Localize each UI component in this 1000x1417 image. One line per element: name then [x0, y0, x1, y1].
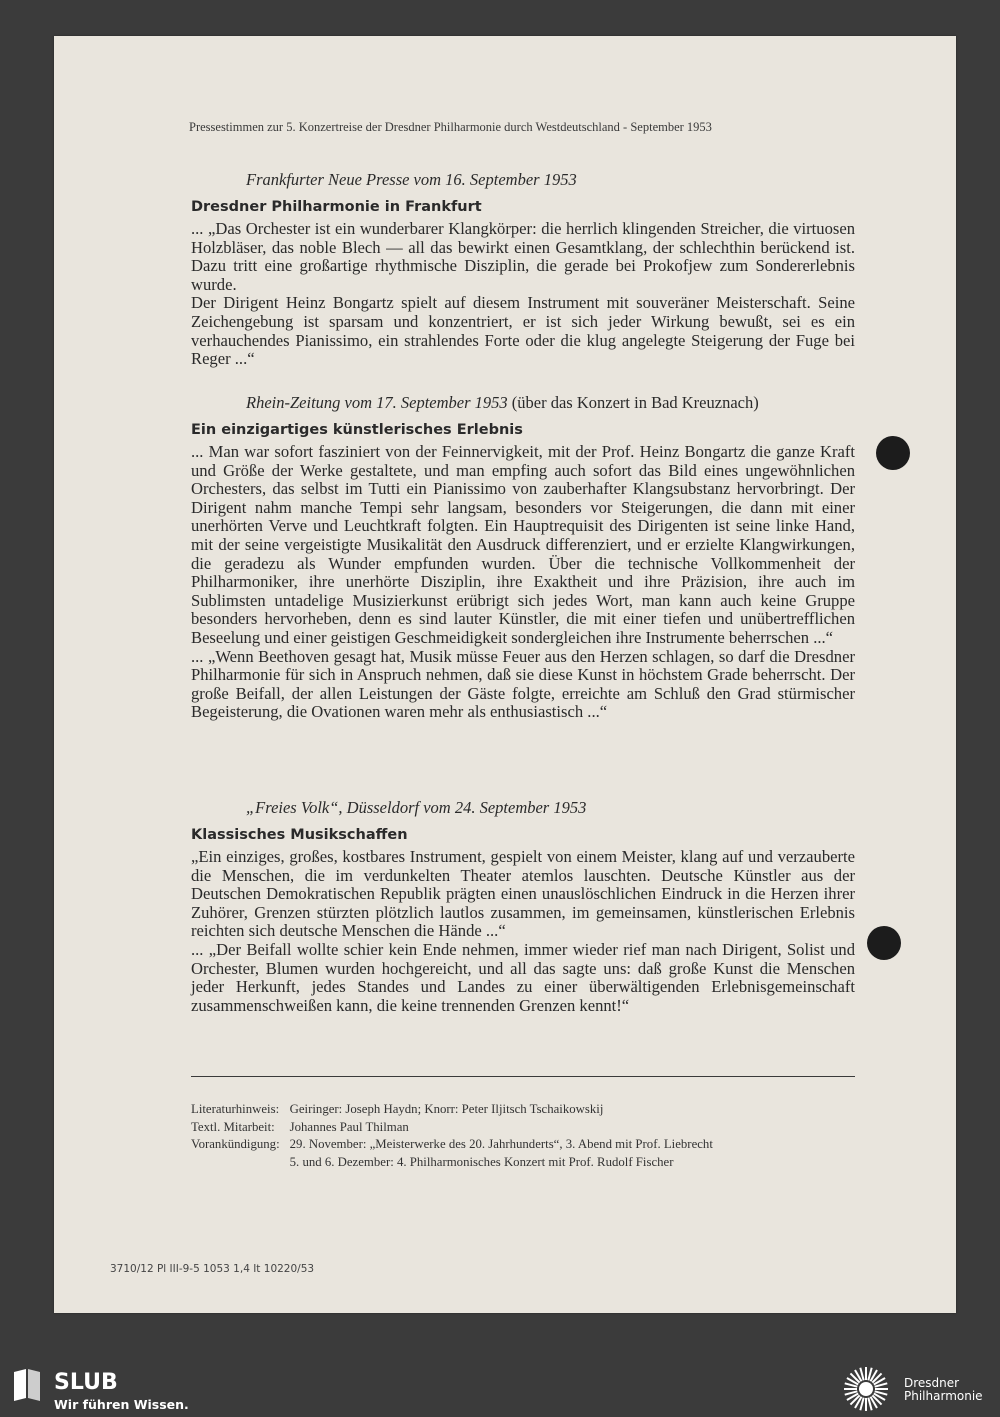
article-paragraph: ... „Der Beifall wollte schier kein Ende nehmen, immer wieder rief man nach Dirigent, Solist und Orchester, Blumen wurden hochgereicht, und all das sagte uns: daß große Kunst die Menschen jeder Herkunft, jedes Standes und Landes zu einer überwältigenden Erlebnisgemeinschaft zusammenschweißen kann, die keine trennenden Grenzen kennt!“	[191, 939, 855, 1015]
reference-label: Textl. Mitarbeit:	[191, 1119, 275, 1134]
punch-hole	[876, 436, 910, 470]
article-paragraph: ... „Wenn Beethoven gesagt hat, Musik müsse Feuer aus den Herzen schlagen, so darf die Dresdner Philharmonie für sich in Anspruch nehmen, daß sie diese Kunst in höchstem Grade beherrscht. Der große Beifall, der allen Leistungen der Gäste folgte, erreichte am Schluß den Grad stürmischer Begeisterung, die Ovationen waren mehr als enthusiastisch ...“	[191, 646, 855, 722]
article-body	[191, 443, 855, 722]
references-block	[191, 1101, 713, 1171]
article-headline: Ein einzigartiges künstlerisches Erlebnis	[191, 422, 523, 438]
document-page	[54, 36, 956, 1313]
article-paragraph: Der Dirigent Heinz Bongartz spielt auf diesem Instrument mit souveräner Meisterschaft. Seine Zeichengebung ist sparsam und konzentriert, er ist sich jeder Wirkung bewußt, sei es ein verhauchendes Pianissimo, ein strahlendes Forte oder die klug angelegte Steigerung der Fuge bei Reger ...“	[191, 293, 855, 369]
article-source	[246, 798, 586, 818]
reference-row	[191, 1154, 713, 1172]
article-body	[191, 220, 855, 369]
reference-row	[191, 1136, 713, 1154]
article-paragraph: ... Man war sofort fasziniert von der Feinnervigkeit, mit der Prof. Heinz Bongartz die ganze Kraft und Größe der Werke gestaltete, und man empfing auch sofort das Bild eines ungewöhnlichen Orchesters, das selbst im Tutti ein Pianissimo von zauberhafter Klangsubstanz hervorbringt. Der Dirigent nahm manche Tempi sehr langsam, besonders vor Steigerungen, die dann mit einer unerhörten Verve und Leuchtkraft folgten. Ein Hauptrequisit des Dirigenten ist seine linke Hand, mit der seine vergeistigte Musikalität den Ausdruck differenziert, und er erzielte Klangwirkungen, die geradezu als Wunder empfunden wurden. Über die technische Vollkommenheit der Philharmoniker, ihre unerhörte Disziplin, ihre Exaktheit und ihre Präzision, ihre auch im Sublimsten untadelige Musizierkunst erübrigt sich jedes Wort, man kann auch keine Gruppe besonders hervorheben, denn es sind lauter Künstler, die mit einer tiefen und unübertrefflichen Beseelung und einer geistigen Geschmeidigkeit sondergleichen ihre Instrumente beherrschen ...“	[191, 442, 855, 647]
philharmonie-brand	[904, 1377, 994, 1403]
article-headline: Dresdner Philharmonie in Frankfurt	[191, 199, 482, 215]
punch-hole	[867, 926, 901, 960]
article-body	[191, 848, 855, 1015]
reference-value: 29. November: „Meisterwerke des 20. Jahrhunderts“, 3. Abend mit Prof. Liebrecht	[289, 1137, 713, 1151]
article-source-title: „Freies Volk“, Düsseldorf vom 24. September 1953	[246, 798, 587, 817]
book-icon	[12, 1368, 42, 1406]
article-source-title: Frankfurter Neue Presse vom 16. September 1953	[246, 170, 577, 189]
slub-tagline: Wir führen Wissen.	[54, 1397, 189, 1412]
reference-value: Johannes Paul Thilman	[289, 1119, 409, 1134]
reference-label: Literaturhinweis:	[191, 1102, 280, 1116]
reference-value: Geiringer: Joseph Haydn; Knorr: Peter Iljitsch Tschaikowskij	[289, 1102, 604, 1116]
article-source	[246, 170, 577, 190]
article-headline: Klassisches Musikschaffen	[191, 827, 408, 843]
sunburst-icon	[842, 1365, 890, 1417]
philharmonie-brand-line: Dresdner	[904, 1376, 960, 1390]
document-header: Pressestimmen zur 5. Konzertreise der Dresdner Philharmonie durch Westdeutschland - September 1953	[189, 120, 712, 134]
philharmonie-brand-line: Philharmonie	[904, 1389, 983, 1403]
slub-brand: SLUB	[54, 1370, 118, 1395]
footer-bar	[0, 1362, 1000, 1414]
article-paragraph: „Ein einziges, großes, kostbares Instrument, gespielt von einem Meister, klang auf und verzauberte die Menschen, die im verdunkelten Theater atemlos lauschten. Deutsche Künstler aus der Deutschen Demokratischen Republik prägten einen unauslöschlichen Eindruck in die Herzen ihrer Zuhörer, Grenzen stürzten plötzlich lautlos zusammen, im gemeinsamen, künstlerischen Erlebnis reichten sich deutsche Menschen die Hände ...“	[191, 847, 855, 941]
article-source	[246, 393, 759, 413]
reference-value: 5. und 6. Dezember: 4. Philharmonisches Konzert mit Prof. Rudolf Fischer	[289, 1154, 674, 1169]
reference-label: Vorankündigung:	[191, 1137, 280, 1151]
divider	[191, 1076, 855, 1077]
print-code: 3710/12 Pl III-9-5 1053 1,4 It 10220/53	[110, 1263, 315, 1275]
reference-row	[191, 1101, 713, 1119]
reference-row	[191, 1119, 713, 1137]
article-source-note: (über das Konzert in Bad Kreuznach)	[511, 393, 759, 412]
article-paragraph: ... „Das Orchester ist ein wunderbarer Klangkörper: die herrlich klingenden Streicher, die virtuosen Holzbläser, das noble Blech — all das bewirkt einen Gesamtklang, der schlechthin berückend ist. Dazu tritt eine großartige rhythmische Disziplin, die gerade bei Prokofjew zum Sondererlebnis wurde.	[191, 219, 855, 294]
article-source-title: Rhein-Zeitung vom 17. September 1953	[246, 393, 508, 412]
